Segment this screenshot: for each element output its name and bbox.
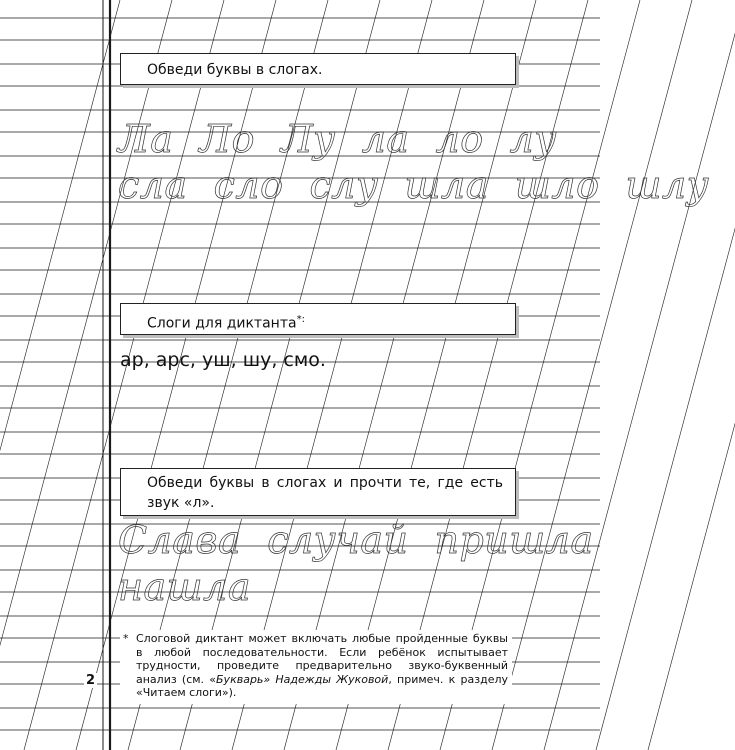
task2-instruction: Слоги для диктанта xyxy=(147,315,297,332)
footnote-star: * xyxy=(123,632,129,645)
word-1: Слава xyxy=(118,518,242,562)
syllable-4: ла xyxy=(361,117,410,161)
syllable-5: шло xyxy=(514,163,600,207)
word-2: случай xyxy=(267,518,409,562)
slant-line xyxy=(648,0,735,750)
task1-instruction-box xyxy=(120,53,516,85)
footnote-text-end: , примеч. к разделу «Читаем слоги»). xyxy=(136,672,508,699)
word-3: пришла xyxy=(434,518,594,562)
syllable-6: лу xyxy=(509,117,557,161)
footnote xyxy=(120,630,512,704)
footnote-book-title: Букварь» Надежды Жуковой xyxy=(216,672,389,686)
syllable-2: Ло xyxy=(199,117,255,161)
task3-instruction-box xyxy=(120,468,516,516)
dictation-syllables: ар, арс, уш, шу, смо. xyxy=(120,349,326,371)
slant-line xyxy=(0,0,120,750)
syllable-3: слу xyxy=(309,163,379,207)
task1-syllables-row-2 xyxy=(118,163,735,207)
task3-instruction: Обведи буквы в слогах и прочти те, где есть звук «л». xyxy=(147,475,503,511)
slant-line xyxy=(544,0,735,750)
syllable-1: сла xyxy=(118,163,188,207)
task1-instruction: Обведи буквы в слогах. xyxy=(147,62,323,78)
footnote-text-start: Слоговой диктант может включать любые пройденные буквы в любой последовательности. Если ребёнок испытывает трудности, проведите предварительно звуко-буквенный анализ (см. « xyxy=(136,632,508,686)
task3-words-row-1 xyxy=(118,518,620,562)
syllable-1: Ла xyxy=(118,117,174,161)
task3-words-row-2 xyxy=(118,565,277,609)
page-number: 2 xyxy=(86,673,96,688)
footnote-mark: *: xyxy=(296,314,305,325)
task1-syllables-row-1 xyxy=(118,117,583,161)
slant-line xyxy=(492,0,692,750)
syllable-6: шлу xyxy=(625,163,710,207)
syllable-5: ло xyxy=(435,117,484,161)
syllable-3: Лу xyxy=(280,117,336,161)
syllable-2: сло xyxy=(213,163,284,207)
task2-instruction-box xyxy=(120,303,516,335)
word-1: нашла xyxy=(118,565,252,609)
syllable-4: шла xyxy=(404,163,489,207)
